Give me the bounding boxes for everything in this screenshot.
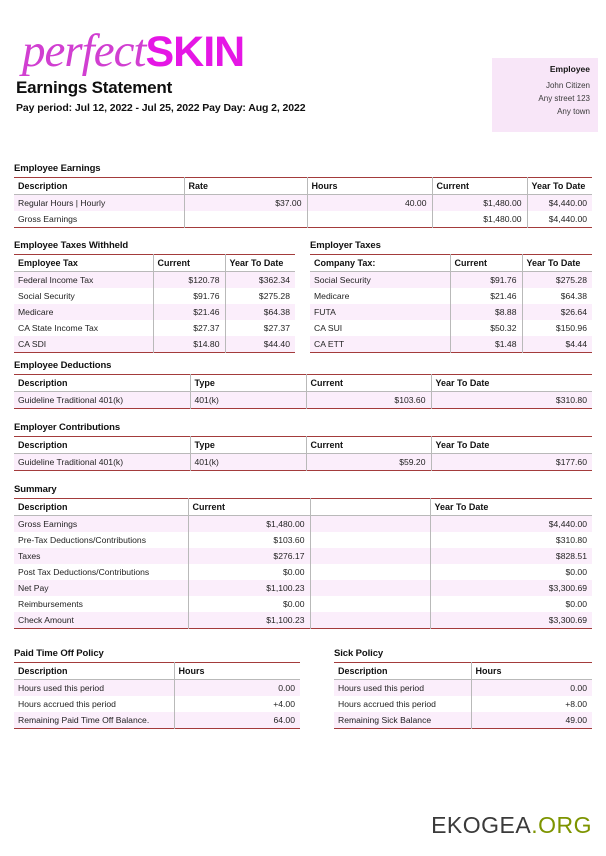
cell-current: $21.46 (450, 288, 522, 304)
cell-current: $1,100.23 (188, 580, 310, 596)
cell-description: Taxes (14, 548, 188, 564)
col-type: Type (190, 375, 306, 392)
cell-tax-name: Federal Income Tax (14, 272, 153, 289)
cell-current: $91.76 (450, 272, 522, 289)
cell-current: $8.88 (450, 304, 522, 320)
table-row (14, 392, 592, 409)
cell-ytd: $44.40 (225, 336, 295, 353)
logo-text-light: perfect (22, 25, 146, 77)
table-sick-policy (334, 662, 592, 729)
col-company-tax: Company Tax: (310, 255, 450, 272)
pay-period-line: Pay period: Jul 12, 2022 - Jul 25, 2022 Pay Day: Aug 2, 2022 (16, 102, 306, 114)
table-row (310, 320, 592, 336)
table-header-row (14, 499, 592, 516)
cell-ytd: $4,440.00 (527, 211, 592, 228)
cell-current: $0.00 (188, 596, 310, 612)
cell-description: Hours accrued this period (14, 696, 174, 712)
cell-hours: +8.00 (471, 696, 592, 712)
cell-description: Remaining Sick Balance (334, 712, 471, 729)
col-spacer (310, 499, 430, 516)
table-header-row (14, 255, 295, 272)
cell-ytd: $275.28 (225, 288, 295, 304)
table-employer-contributions (14, 436, 592, 471)
cell-hours: 40.00 (307, 195, 432, 212)
col-current: Current (450, 255, 522, 272)
cell-rate: $37.00 (184, 195, 307, 212)
col-hours: Hours (174, 663, 300, 680)
cell-type: 401(k) (190, 454, 306, 471)
cell-current: $1.48 (450, 336, 522, 353)
cell-tax-name: Medicare (14, 304, 153, 320)
cell-description: Guideline Traditional 401(k) (14, 454, 190, 471)
table-row (334, 696, 592, 712)
col-description: Description (14, 375, 190, 392)
section-employee-deductions (14, 360, 592, 409)
table-header-row (14, 663, 300, 680)
cell-ytd: $275.28 (522, 272, 592, 289)
cell-current: $103.60 (188, 532, 310, 548)
cell-tax-name: CA ETT (310, 336, 450, 353)
cell-current: $120.78 (153, 272, 225, 289)
section-title-employer-contributions: Employer Contributions (14, 422, 120, 433)
section-pto-policy (14, 648, 300, 729)
cell-hours (307, 211, 432, 228)
employee-address-line-2: Any town (557, 107, 590, 117)
col-employee-tax: Employee Tax (14, 255, 153, 272)
col-ytd: Year To Date (527, 178, 592, 195)
cell-current: $27.37 (153, 320, 225, 336)
cell-tax-name: Medicare (310, 288, 450, 304)
section-title-pto-policy: Paid Time Off Policy (14, 648, 104, 659)
cell-description: Pre-Tax Deductions/Contributions (14, 532, 188, 548)
col-current: Current (153, 255, 225, 272)
cell-current: $21.46 (153, 304, 225, 320)
table-row (14, 596, 592, 612)
table-row (14, 195, 592, 212)
cell-ytd: $0.00 (430, 564, 592, 580)
col-current: Current (432, 178, 527, 195)
cell-current: $1,480.00 (432, 195, 527, 212)
table-row (310, 272, 592, 289)
cell-description: Gross Earnings (14, 211, 184, 228)
col-current: Current (188, 499, 310, 516)
cell-current: $103.60 (306, 392, 431, 409)
cell-ytd: $64.38 (225, 304, 295, 320)
cell-tax-name: FUTA (310, 304, 450, 320)
cell-description: Post Tax Deductions/Contributions (14, 564, 188, 580)
col-ytd: Year To Date (431, 375, 592, 392)
cell-ytd: $362.34 (225, 272, 295, 289)
table-row (310, 336, 592, 353)
watermark-name: EKOGEA (431, 812, 532, 838)
cell-ytd: $0.00 (430, 596, 592, 612)
cell-hours: 64.00 (174, 712, 300, 729)
table-row (334, 680, 592, 697)
table-row (334, 712, 592, 729)
table-summary (14, 498, 592, 629)
cell-spacer (310, 596, 430, 612)
col-description: Description (14, 663, 174, 680)
cell-rate (184, 211, 307, 228)
table-row (14, 580, 592, 596)
cell-ytd: $4.44 (522, 336, 592, 353)
cell-description: Regular Hours | Hourly (14, 195, 184, 212)
cell-description: Check Amount (14, 612, 188, 629)
cell-ytd: $26.64 (522, 304, 592, 320)
cell-spacer (310, 516, 430, 533)
employee-name: John Citizen (545, 81, 590, 90)
table-header-row (310, 255, 592, 272)
col-hours: Hours (307, 178, 432, 195)
table-row (14, 564, 592, 580)
cell-description: Gross Earnings (14, 516, 188, 533)
section-summary (14, 484, 592, 629)
col-current: Current (306, 437, 431, 454)
cell-tax-name: CA SUI (310, 320, 450, 336)
table-employee-taxes (14, 254, 295, 353)
cell-spacer (310, 548, 430, 564)
section-employee-earnings (14, 163, 592, 228)
table-header-row (14, 178, 592, 195)
section-title-employee-earnings: Employee Earnings (14, 163, 101, 174)
employee-address-line-1: Any street 123 (538, 94, 590, 104)
table-row (14, 696, 300, 712)
section-title-employee-deductions: Employee Deductions (14, 360, 112, 371)
col-rate: Rate (184, 178, 307, 195)
cell-spacer (310, 580, 430, 596)
cell-hours: +4.00 (174, 696, 300, 712)
cell-hours: 0.00 (471, 680, 592, 697)
col-ytd: Year To Date (225, 255, 295, 272)
section-employer-taxes (310, 240, 592, 353)
col-ytd: Year To Date (430, 499, 592, 516)
site-watermark (431, 812, 592, 839)
table-header-row (14, 437, 592, 454)
cell-ytd: $3,300.69 (430, 612, 592, 629)
table-employee-deductions (14, 374, 592, 409)
table-row (14, 454, 592, 471)
col-ytd: Year To Date (522, 255, 592, 272)
cell-current: $59.20 (306, 454, 431, 471)
cell-tax-name: CA State Income Tax (14, 320, 153, 336)
page-title: Earnings Statement (16, 78, 173, 97)
section-employee-taxes (14, 240, 295, 353)
cell-type: 401(k) (190, 392, 306, 409)
cell-ytd: $3,300.69 (430, 580, 592, 596)
cell-description: Remaining Paid Time Off Balance. (14, 712, 174, 729)
cell-ytd: $27.37 (225, 320, 295, 336)
watermark-tld: .ORG (531, 812, 592, 838)
cell-hours: 49.00 (471, 712, 592, 729)
col-description: Description (334, 663, 471, 680)
table-header-row (14, 375, 592, 392)
table-row (14, 288, 295, 304)
section-title-sick-policy: Sick Policy (334, 648, 384, 659)
table-pto-policy (14, 662, 300, 729)
table-row (14, 680, 300, 697)
cell-ytd: $310.80 (430, 532, 592, 548)
cell-current: $14.80 (153, 336, 225, 353)
col-current: Current (306, 375, 431, 392)
cell-description: Hours used this period (334, 680, 471, 697)
cell-ytd: $4,440.00 (527, 195, 592, 212)
table-header-row (334, 663, 592, 680)
cell-spacer (310, 532, 430, 548)
table-row (14, 320, 295, 336)
table-row (14, 516, 592, 533)
cell-ytd: $4,440.00 (430, 516, 592, 533)
cell-ytd: $177.60 (431, 454, 592, 471)
cell-description: Hours accrued this period (334, 696, 471, 712)
cell-description: Net Pay (14, 580, 188, 596)
cell-description: Reimbursements (14, 596, 188, 612)
cell-tax-name: CA SDI (14, 336, 153, 353)
logo-text-bold: SKIN (145, 28, 245, 76)
col-type: Type (190, 437, 306, 454)
table-row (14, 211, 592, 228)
employee-info-box (492, 58, 598, 132)
table-employee-earnings (14, 177, 592, 228)
section-employer-contributions (14, 422, 592, 471)
cell-ytd: $828.51 (430, 548, 592, 564)
table-row (14, 712, 300, 729)
table-row (14, 336, 295, 353)
col-ytd: Year To Date (431, 437, 592, 454)
cell-description: Guideline Traditional 401(k) (14, 392, 190, 409)
table-employer-taxes (310, 254, 592, 353)
table-row (14, 612, 592, 629)
section-title-employee-taxes: Employee Taxes Withheld (14, 240, 129, 251)
table-row (14, 548, 592, 564)
cell-current: $276.17 (188, 548, 310, 564)
cell-tax-name: Social Security (310, 272, 450, 289)
section-sick-policy (334, 648, 592, 729)
col-description: Description (14, 437, 190, 454)
section-title-summary: Summary (14, 484, 57, 495)
cell-current: $1,100.23 (188, 612, 310, 629)
cell-tax-name: Social Security (14, 288, 153, 304)
cell-current: $1,480.00 (432, 211, 527, 228)
section-title-employer-taxes: Employer Taxes (310, 240, 381, 251)
cell-spacer (310, 612, 430, 629)
table-row (310, 288, 592, 304)
company-logo (22, 25, 245, 77)
cell-current: $91.76 (153, 288, 225, 304)
cell-current: $1,480.00 (188, 516, 310, 533)
col-description: Description (14, 499, 188, 516)
cell-current: $50.32 (450, 320, 522, 336)
cell-ytd: $310.80 (431, 392, 592, 409)
col-hours: Hours (471, 663, 592, 680)
table-row (14, 532, 592, 548)
cell-description: Hours used this period (14, 680, 174, 697)
table-row (14, 304, 295, 320)
cell-hours: 0.00 (174, 680, 300, 697)
table-row (14, 272, 295, 289)
col-description: Description (14, 178, 184, 195)
cell-ytd: $150.96 (522, 320, 592, 336)
table-row (310, 304, 592, 320)
employee-box-title: Employee (549, 64, 590, 74)
cell-spacer (310, 564, 430, 580)
cell-current: $0.00 (188, 564, 310, 580)
cell-ytd: $64.38 (522, 288, 592, 304)
